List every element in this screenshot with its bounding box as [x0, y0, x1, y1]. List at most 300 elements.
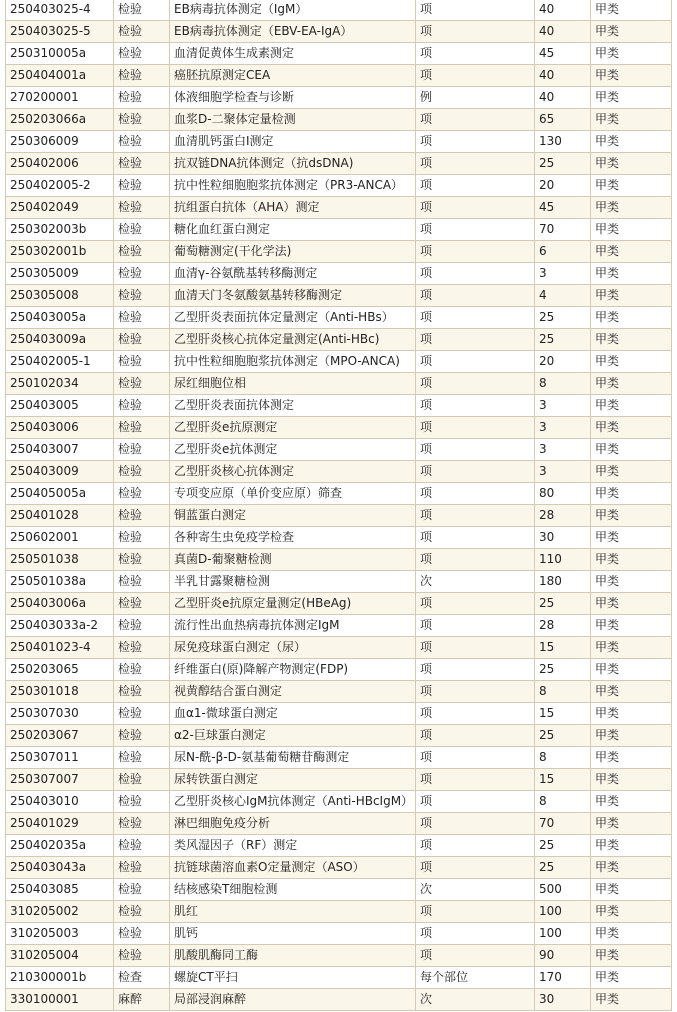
table-row	[6, 241, 672, 263]
table-row	[6, 747, 672, 769]
category-cell: 检验	[114, 527, 170, 549]
category-cell: 检验	[114, 153, 170, 175]
category-cell: 检验	[114, 769, 170, 791]
price-cell: 3	[535, 461, 591, 483]
price-cell: 45	[535, 197, 591, 219]
unit-cell: 项	[416, 131, 535, 153]
item-name-cell: α2-巨球蛋白测定	[170, 725, 416, 747]
price-cell: 25	[535, 857, 591, 879]
insurance-class-cell: 甲类	[591, 725, 672, 747]
price-cell: 70	[535, 219, 591, 241]
table-row	[6, 285, 672, 307]
item-code-cell: 250405005a	[6, 483, 114, 505]
item-code-cell: 250402006	[6, 153, 114, 175]
category-cell: 检验	[114, 197, 170, 219]
item-code-cell: 250102034	[6, 373, 114, 395]
insurance-class-cell: 甲类	[591, 879, 672, 901]
item-code-cell: 250501038a	[6, 571, 114, 593]
item-code-cell: 250401023-4	[6, 637, 114, 659]
item-name-cell: 血清γ-谷氨酰基转移酶测定	[170, 263, 416, 285]
unit-cell: 项	[416, 725, 535, 747]
unit-cell: 项	[416, 219, 535, 241]
unit-cell: 项	[416, 637, 535, 659]
table-row	[6, 175, 672, 197]
item-name-cell: 结核感染T细胞检测	[170, 879, 416, 901]
category-cell: 检验	[114, 131, 170, 153]
item-name-cell: 纤维蛋白(原)降解产物测定(FDP)	[170, 659, 416, 681]
item-name-cell: 乙型肝炎e抗原定量测定(HBeAg)	[170, 593, 416, 615]
price-cell: 40	[535, 0, 591, 21]
item-name-cell: 体液细胞学检查与诊断	[170, 87, 416, 109]
category-cell: 检验	[114, 857, 170, 879]
table-row	[6, 923, 672, 945]
unit-cell: 项	[416, 527, 535, 549]
unit-cell: 项	[416, 263, 535, 285]
insurance-class-cell: 甲类	[591, 989, 672, 1011]
item-code-cell: 250402035a	[6, 835, 114, 857]
price-cell: 25	[535, 307, 591, 329]
item-name-cell: 乙型肝炎e抗原测定	[170, 417, 416, 439]
item-name-cell: 真菌D-葡聚糖检测	[170, 549, 416, 571]
insurance-class-cell: 甲类	[591, 923, 672, 945]
insurance-class-cell: 甲类	[591, 967, 672, 989]
unit-cell: 项	[416, 0, 535, 21]
item-name-cell: 铜蓝蛋白测定	[170, 505, 416, 527]
unit-cell: 例	[416, 87, 535, 109]
table-row	[6, 725, 672, 747]
category-cell: 检验	[114, 307, 170, 329]
category-cell: 检验	[114, 65, 170, 87]
item-name-cell: 乙型肝炎核心IgM抗体测定（Anti-HBcIgM）	[170, 791, 416, 813]
category-cell: 检验	[114, 0, 170, 21]
unit-cell: 项	[416, 175, 535, 197]
table-row	[6, 219, 672, 241]
item-code-cell: 250307011	[6, 747, 114, 769]
unit-cell: 项	[416, 373, 535, 395]
insurance-class-cell: 甲类	[591, 329, 672, 351]
insurance-class-cell: 甲类	[591, 131, 672, 153]
table-row	[6, 857, 672, 879]
unit-cell: 项	[416, 329, 535, 351]
unit-cell: 项	[416, 681, 535, 703]
item-name-cell: 乙型肝炎表面抗体测定	[170, 395, 416, 417]
item-code-cell: 250403009a	[6, 329, 114, 351]
category-cell: 检验	[114, 483, 170, 505]
insurance-class-cell: 甲类	[591, 571, 672, 593]
item-code-cell: 250403005a	[6, 307, 114, 329]
category-cell: 检验	[114, 329, 170, 351]
insurance-class-cell: 甲类	[591, 527, 672, 549]
item-code-cell: 250403025-5	[6, 21, 114, 43]
item-name-cell: 专项变应原（单价变应原）筛查	[170, 483, 416, 505]
insurance-class-cell: 甲类	[591, 747, 672, 769]
insurance-class-cell: 甲类	[591, 21, 672, 43]
price-cell: 8	[535, 791, 591, 813]
insurance-class-cell: 甲类	[591, 263, 672, 285]
item-code-cell: 250306009	[6, 131, 114, 153]
unit-cell: 项	[416, 945, 535, 967]
price-cell: 80	[535, 483, 591, 505]
item-name-cell: EB病毒抗体测定（EBV-EA-IgA）	[170, 21, 416, 43]
item-code-cell: 310205003	[6, 923, 114, 945]
table-row	[6, 307, 672, 329]
price-cell: 28	[535, 505, 591, 527]
price-cell: 40	[535, 65, 591, 87]
category-cell: 检验	[114, 681, 170, 703]
unit-cell: 项	[416, 461, 535, 483]
item-name-cell: 各种寄生虫免疫学检查	[170, 527, 416, 549]
table-row	[6, 329, 672, 351]
item-code-cell: 250402049	[6, 197, 114, 219]
item-name-cell: 癌胚抗原测定CEA	[170, 65, 416, 87]
item-name-cell: 肌钙	[170, 923, 416, 945]
item-name-cell: 糖化血红蛋白测定	[170, 219, 416, 241]
insurance-class-cell: 甲类	[591, 373, 672, 395]
item-code-cell: 250301018	[6, 681, 114, 703]
item-code-cell: 250203065	[6, 659, 114, 681]
table-row	[6, 483, 672, 505]
unit-cell: 项	[416, 417, 535, 439]
category-cell: 检验	[114, 439, 170, 461]
price-cell: 25	[535, 593, 591, 615]
item-name-cell: 尿转铁蛋白测定	[170, 769, 416, 791]
item-code-cell: 250403025-4	[6, 0, 114, 21]
item-code-cell: 250402005-2	[6, 175, 114, 197]
table-row	[6, 681, 672, 703]
price-cell: 8	[535, 747, 591, 769]
table-row	[6, 901, 672, 923]
item-code-cell: 250307007	[6, 769, 114, 791]
price-cell: 6	[535, 241, 591, 263]
insurance-class-cell: 甲类	[591, 857, 672, 879]
item-name-cell: 尿N-酰-β-D-氨基葡萄糖苷酶测定	[170, 747, 416, 769]
item-name-cell: 半乳甘露聚糖检测	[170, 571, 416, 593]
item-name-cell: 类风湿因子（RF）测定	[170, 835, 416, 857]
unit-cell: 每个部位	[416, 967, 535, 989]
item-code-cell: 250403085	[6, 879, 114, 901]
item-name-cell: 乙型肝炎e抗体测定	[170, 439, 416, 461]
insurance-class-cell: 甲类	[591, 307, 672, 329]
insurance-class-cell: 甲类	[591, 219, 672, 241]
insurance-class-cell: 甲类	[591, 395, 672, 417]
item-code-cell: 250203066a	[6, 109, 114, 131]
item-code-cell: 250404001a	[6, 65, 114, 87]
item-name-cell: 血α1-微球蛋白测定	[170, 703, 416, 725]
price-cell: 40	[535, 21, 591, 43]
item-code-cell: 250310005a	[6, 43, 114, 65]
insurance-class-cell: 甲类	[591, 835, 672, 857]
category-cell: 检验	[114, 659, 170, 681]
price-cell: 20	[535, 351, 591, 373]
table-row	[6, 43, 672, 65]
unit-cell: 项	[416, 351, 535, 373]
insurance-class-cell: 甲类	[591, 945, 672, 967]
table-row	[6, 87, 672, 109]
category-cell: 检验	[114, 791, 170, 813]
unit-cell: 项	[416, 593, 535, 615]
item-name-cell: 葡萄糖测定(干化学法)	[170, 241, 416, 263]
item-name-cell: 抗组蛋白抗体（AHA）测定	[170, 197, 416, 219]
category-cell: 检验	[114, 901, 170, 923]
insurance-class-cell: 甲类	[591, 703, 672, 725]
price-cell: 20	[535, 175, 591, 197]
table-row	[6, 351, 672, 373]
fee-table	[5, 0, 672, 1011]
insurance-class-cell: 甲类	[591, 659, 672, 681]
item-code-cell: 250403006	[6, 417, 114, 439]
item-name-cell: EB病毒抗体测定（IgM）	[170, 0, 416, 21]
item-code-cell: 210300001b	[6, 967, 114, 989]
table-row	[6, 505, 672, 527]
price-cell: 100	[535, 901, 591, 923]
unit-cell: 项	[416, 835, 535, 857]
category-cell: 检验	[114, 549, 170, 571]
item-code-cell: 250305008	[6, 285, 114, 307]
table-row	[6, 659, 672, 681]
table-row	[6, 263, 672, 285]
item-code-cell: 250401028	[6, 505, 114, 527]
category-cell: 检验	[114, 615, 170, 637]
price-cell: 25	[535, 153, 591, 175]
item-code-cell: 250403007	[6, 439, 114, 461]
unit-cell: 项	[416, 153, 535, 175]
category-cell: 检验	[114, 351, 170, 373]
insurance-class-cell: 甲类	[591, 549, 672, 571]
price-cell: 3	[535, 263, 591, 285]
price-cell: 90	[535, 945, 591, 967]
price-cell: 15	[535, 637, 591, 659]
insurance-class-cell: 甲类	[591, 791, 672, 813]
table-row	[6, 131, 672, 153]
price-cell: 28	[535, 615, 591, 637]
unit-cell: 项	[416, 395, 535, 417]
category-cell: 检验	[114, 747, 170, 769]
unit-cell: 项	[416, 659, 535, 681]
item-name-cell: 螺旋CT平扫	[170, 967, 416, 989]
insurance-class-cell: 甲类	[591, 153, 672, 175]
item-code-cell: 250302003b	[6, 219, 114, 241]
item-code-cell: 250403006a	[6, 593, 114, 615]
table-row	[6, 835, 672, 857]
item-code-cell: 250307030	[6, 703, 114, 725]
unit-cell: 次	[416, 989, 535, 1011]
item-code-cell: 310205002	[6, 901, 114, 923]
table-row	[6, 615, 672, 637]
category-cell: 检验	[114, 87, 170, 109]
item-code-cell: 250203067	[6, 725, 114, 747]
item-name-cell: 抗双链DNA抗体测定（抗dsDNA)	[170, 153, 416, 175]
unit-cell: 项	[416, 901, 535, 923]
insurance-class-cell: 甲类	[591, 813, 672, 835]
price-cell: 110	[535, 549, 591, 571]
unit-cell: 项	[416, 483, 535, 505]
table-row	[6, 593, 672, 615]
price-cell: 40	[535, 87, 591, 109]
price-cell: 3	[535, 417, 591, 439]
table-row	[6, 571, 672, 593]
unit-cell: 项	[416, 505, 535, 527]
unit-cell: 项	[416, 747, 535, 769]
table-row	[6, 945, 672, 967]
unit-cell: 项	[416, 791, 535, 813]
item-code-cell: 250402005-1	[6, 351, 114, 373]
item-name-cell: 血清促黄体生成素测定	[170, 43, 416, 65]
item-code-cell: 250401029	[6, 813, 114, 835]
table-row	[6, 879, 672, 901]
table-row	[6, 967, 672, 989]
price-cell: 15	[535, 769, 591, 791]
unit-cell: 项	[416, 241, 535, 263]
table-row	[6, 417, 672, 439]
table-row	[6, 461, 672, 483]
insurance-class-cell: 甲类	[591, 175, 672, 197]
insurance-class-cell: 甲类	[591, 505, 672, 527]
price-cell: 3	[535, 439, 591, 461]
item-name-cell: 血清天门冬氨酸氨基转移酶测定	[170, 285, 416, 307]
item-code-cell: 250602001	[6, 527, 114, 549]
price-cell: 30	[535, 989, 591, 1011]
item-code-cell: 250501038	[6, 549, 114, 571]
item-name-cell: 抗中性粒细胞胞浆抗体测定（PR3-ANCA）	[170, 175, 416, 197]
item-name-cell: 肌红	[170, 901, 416, 923]
price-cell: 45	[535, 43, 591, 65]
price-cell: 180	[535, 571, 591, 593]
insurance-class-cell: 甲类	[591, 615, 672, 637]
category-cell: 检验	[114, 43, 170, 65]
price-cell: 65	[535, 109, 591, 131]
category-cell: 检验	[114, 219, 170, 241]
unit-cell: 项	[416, 549, 535, 571]
item-name-cell: 抗中性粒细胞胞浆抗体测定（MPO-ANCA)	[170, 351, 416, 373]
table-row	[6, 549, 672, 571]
unit-cell: 项	[416, 285, 535, 307]
unit-cell: 次	[416, 879, 535, 901]
price-cell: 25	[535, 659, 591, 681]
table-row	[6, 395, 672, 417]
unit-cell: 项	[416, 65, 535, 87]
category-cell: 检验	[114, 373, 170, 395]
price-cell: 70	[535, 813, 591, 835]
price-cell: 170	[535, 967, 591, 989]
unit-cell: 项	[416, 439, 535, 461]
item-name-cell: 肌酸肌酶同工酶	[170, 945, 416, 967]
unit-cell: 项	[416, 769, 535, 791]
price-cell: 25	[535, 725, 591, 747]
price-cell: 30	[535, 527, 591, 549]
item-name-cell: 淋巴细胞免疫分析	[170, 813, 416, 835]
item-name-cell: 血清肌钙蛋白I测定	[170, 131, 416, 153]
table-row	[6, 21, 672, 43]
item-name-cell: 血浆D-二聚体定量检测	[170, 109, 416, 131]
table-row	[6, 373, 672, 395]
item-name-cell: 局部浸润麻醉	[170, 989, 416, 1011]
price-cell: 15	[535, 703, 591, 725]
category-cell: 检验	[114, 593, 170, 615]
category-cell: 检验	[114, 109, 170, 131]
category-cell: 检验	[114, 703, 170, 725]
price-cell: 8	[535, 681, 591, 703]
category-cell: 检验	[114, 241, 170, 263]
item-name-cell: 尿免疫球蛋白测定（尿）	[170, 637, 416, 659]
category-cell: 检查	[114, 967, 170, 989]
category-cell: 麻醉	[114, 989, 170, 1011]
table-row	[6, 791, 672, 813]
item-code-cell: 250403033a-2	[6, 615, 114, 637]
insurance-class-cell: 甲类	[591, 0, 672, 21]
category-cell: 检验	[114, 835, 170, 857]
insurance-class-cell: 甲类	[591, 681, 672, 703]
table-row	[6, 439, 672, 461]
table-row	[6, 769, 672, 791]
category-cell: 检验	[114, 813, 170, 835]
table-row	[6, 989, 672, 1011]
unit-cell: 项	[416, 857, 535, 879]
insurance-class-cell: 甲类	[591, 461, 672, 483]
category-cell: 检验	[114, 945, 170, 967]
unit-cell: 项	[416, 923, 535, 945]
category-cell: 检验	[114, 21, 170, 43]
table-row	[6, 527, 672, 549]
category-cell: 检验	[114, 725, 170, 747]
price-cell: 4	[535, 285, 591, 307]
insurance-class-cell: 甲类	[591, 109, 672, 131]
category-cell: 检验	[114, 263, 170, 285]
insurance-class-cell: 甲类	[591, 197, 672, 219]
item-name-cell: 流行性出血热病毒抗体测定IgM	[170, 615, 416, 637]
item-name-cell: 尿红细胞位相	[170, 373, 416, 395]
insurance-class-cell: 甲类	[591, 43, 672, 65]
item-code-cell: 250305009	[6, 263, 114, 285]
category-cell: 检验	[114, 879, 170, 901]
item-name-cell: 抗链球菌溶血素O定量测定（ASO）	[170, 857, 416, 879]
insurance-class-cell: 甲类	[591, 417, 672, 439]
insurance-class-cell: 甲类	[591, 439, 672, 461]
price-cell: 500	[535, 879, 591, 901]
table-row	[6, 637, 672, 659]
price-cell: 3	[535, 395, 591, 417]
table-row	[6, 703, 672, 725]
price-cell: 25	[535, 835, 591, 857]
unit-cell: 项	[416, 109, 535, 131]
category-cell: 检验	[114, 461, 170, 483]
insurance-class-cell: 甲类	[591, 901, 672, 923]
item-code-cell: 250403010	[6, 791, 114, 813]
table-row	[6, 109, 672, 131]
price-cell: 8	[535, 373, 591, 395]
price-cell: 25	[535, 329, 591, 351]
category-cell: 检验	[114, 923, 170, 945]
item-code-cell: 250403005	[6, 395, 114, 417]
category-cell: 检验	[114, 505, 170, 527]
insurance-class-cell: 甲类	[591, 285, 672, 307]
category-cell: 检验	[114, 395, 170, 417]
table-row	[6, 65, 672, 87]
category-cell: 检验	[114, 637, 170, 659]
category-cell: 检验	[114, 175, 170, 197]
item-name-cell: 乙型肝炎表面抗体定量测定（Anti-HBs）	[170, 307, 416, 329]
category-cell: 检验	[114, 285, 170, 307]
table-row	[6, 813, 672, 835]
insurance-class-cell: 甲类	[591, 637, 672, 659]
insurance-class-cell: 甲类	[591, 241, 672, 263]
unit-cell: 项	[416, 615, 535, 637]
price-cell: 130	[535, 131, 591, 153]
item-name-cell: 视黄醇结合蛋白测定	[170, 681, 416, 703]
price-cell: 100	[535, 923, 591, 945]
item-code-cell: 270200001	[6, 87, 114, 109]
item-name-cell: 乙型肝炎核心抗体测定	[170, 461, 416, 483]
unit-cell: 项	[416, 307, 535, 329]
